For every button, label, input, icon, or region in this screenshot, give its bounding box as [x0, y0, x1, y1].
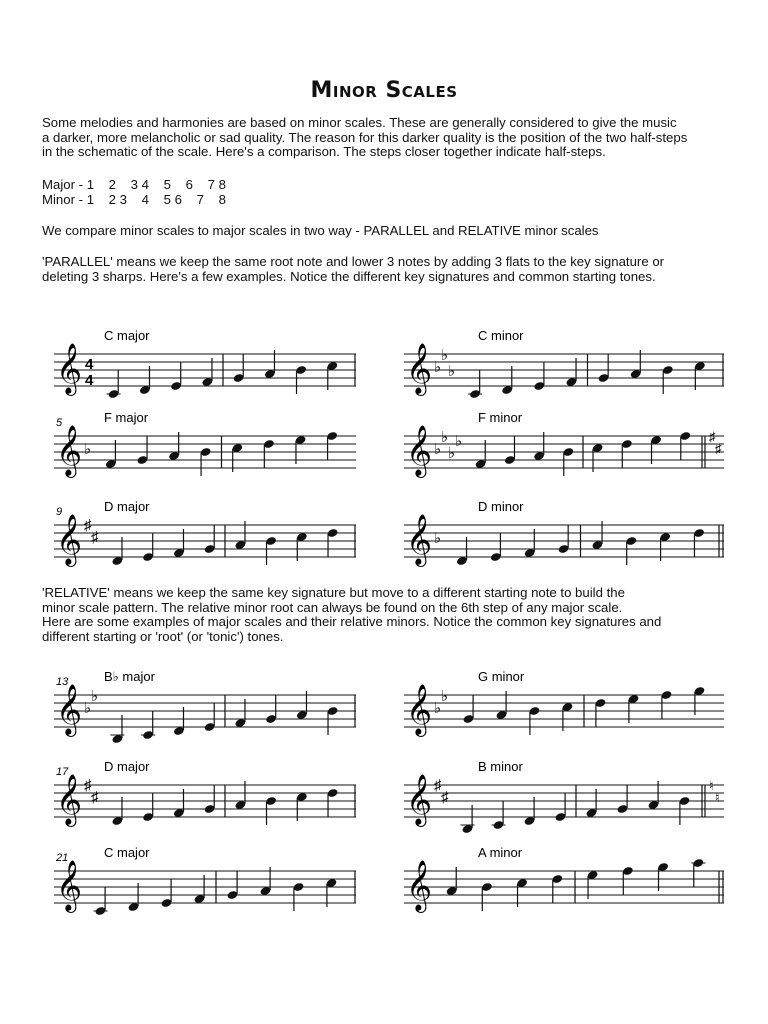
flat-icon: ♭ [448, 363, 456, 380]
relative-paragraph: 'RELATIVE' means we keep the same key signature but move to a different starting note to build the minor scale pattern. The relative minor root can always be found on the 6th step of any major scale. Here are some examples of major scales and their relative minors. Notice the common key signatures and different starting or 'root' (or 'tonic') tones. [42, 585, 662, 644]
scale-label: C minor [478, 328, 524, 343]
treble-clef-icon: 𝄞 [406, 685, 433, 734]
staff-example [54, 669, 356, 744]
treble-clef-icon: 𝄞 [56, 426, 83, 475]
flat-icon: ♭ [84, 700, 92, 717]
parallel-paragraph: 'PARALLEL' means we keep the same root note and lower 3 notes by adding 3 flats to the key signature or deleting 3 sharps. Here's a few examples. Notice the different key signatures and common starting tones. [42, 254, 665, 284]
sharp-icon: ♯ [91, 529, 99, 546]
measure-number: 5 [56, 417, 63, 429]
flat-icon: ♭ [91, 688, 99, 705]
sharp-icon: ♯ [709, 429, 716, 444]
staff-example [54, 759, 356, 827]
flat-icon: ♭ [434, 441, 442, 458]
sharp-icon: ♯ [441, 789, 449, 806]
flat-icon: ♭ [441, 688, 449, 705]
natural-icon: ♮ [709, 778, 714, 793]
natural-icon: ♮ [715, 790, 720, 805]
time-signature-bottom: 4 [85, 372, 94, 389]
staff-example [404, 759, 724, 834]
treble-clef-icon: 𝄞 [406, 344, 433, 393]
treble-clef-icon: 𝄞 [56, 515, 83, 564]
scale-label: C major [104, 845, 150, 860]
treble-clef-icon: 𝄞 [406, 426, 433, 475]
staff-example [404, 328, 724, 399]
treble-clef-icon: 𝄞 [56, 685, 83, 734]
staff-example [54, 845, 356, 916]
scale-label: B minor [478, 759, 523, 774]
scale-label: D major [104, 759, 150, 774]
flat-icon: ♭ [441, 347, 449, 364]
scale-label: D major [104, 499, 150, 514]
flat-icon: ♭ [455, 433, 463, 450]
sharp-icon: ♯ [434, 777, 442, 794]
flat-icon: ♭ [441, 429, 449, 446]
flat-icon: ♭ [84, 441, 92, 458]
scale-label: G minor [478, 669, 525, 684]
flat-icon: ♭ [434, 700, 442, 717]
scale-label: C major [104, 328, 150, 343]
treble-clef-icon: 𝄞 [406, 515, 433, 564]
treble-clef-icon: 𝄞 [56, 775, 83, 824]
treble-clef-icon: 𝄞 [56, 861, 83, 910]
time-signature-top: 4 [85, 356, 94, 373]
measure-number: 21 [56, 852, 69, 864]
staff-example [404, 410, 724, 478]
intro-paragraph: Some melodies and harmonies are based on minor scales. These are generally considered to give the music a darker, more melancholic or sad quality. The reason for this darker quality is the position of the two half-steps in the schematic of the scale. Here's a comparison. The steps closer together indicate half-steps. [42, 115, 688, 160]
flat-icon: ♭ [434, 530, 442, 547]
sharp-icon: ♯ [84, 777, 92, 794]
comparison-sentence: We compare minor scales to major scales in two way - PARALLEL and RELATIVE minor scales [42, 223, 599, 238]
treble-clef-icon: 𝄞 [56, 344, 83, 393]
flat-icon: ♭ [448, 445, 456, 462]
sharp-icon: ♯ [715, 441, 722, 456]
scale-label: A minor [478, 845, 523, 860]
scale-label: B♭ major [104, 669, 155, 684]
staff-example [54, 499, 356, 567]
staff-example [404, 669, 724, 737]
staff-example [404, 845, 724, 913]
treble-clef-icon: 𝄞 [406, 775, 433, 824]
scale-label: D minor [478, 499, 524, 514]
measure-number: 17 [56, 766, 69, 778]
minor-steps-line: Minor - 1 2 3 4 5 6 7 8 [42, 192, 226, 207]
sharp-icon: ♯ [84, 517, 92, 534]
flat-icon: ♭ [434, 359, 442, 376]
page-title: Minor Scales [310, 78, 458, 103]
staff-example [404, 499, 724, 567]
staff-example [54, 410, 356, 478]
staff-example [54, 328, 356, 399]
scale-label: F minor [478, 410, 523, 425]
treble-clef-icon: 𝄞 [406, 861, 433, 910]
sharp-icon: ♯ [91, 789, 99, 806]
measure-number: 9 [56, 506, 63, 518]
measure-number: 13 [56, 676, 69, 688]
scale-label: F major [104, 410, 149, 425]
major-steps-line: Major - 1 2 3 4 5 6 7 8 [42, 177, 226, 192]
